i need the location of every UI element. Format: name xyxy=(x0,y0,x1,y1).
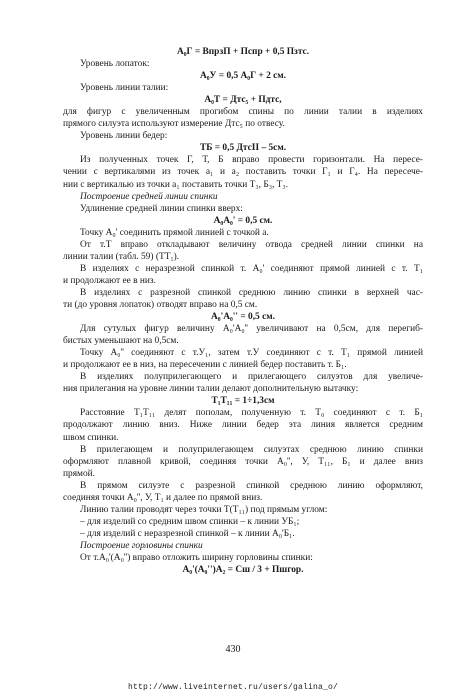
formula-line: А₀У = 0,5 А₀Г + 2 см. xyxy=(199,71,287,82)
text-line: Построение средней линии спинки xyxy=(80,191,218,202)
text-line: нии с вертикалью из точки а₁ поставить точки Т₃, Б₃, Т₃. xyxy=(63,179,288,190)
text-line: бистых уменьшают на 0,5см. xyxy=(63,336,179,347)
page-text xyxy=(63,46,423,576)
text-line: Линию талии проводят через точки Т(Т₁₁) под прямым углом: xyxy=(80,504,328,515)
text-line: В изделиях полуприлегающего и прилегающего силуэтов для увеличе- xyxy=(80,372,423,383)
text-line: прямого силуэта используют измерение Дтс₅ по отвесу. xyxy=(63,119,285,130)
text-line: В изделиях с разрезной спинкой среднюю линию спинки в верхней час- xyxy=(80,287,423,298)
formula-line: А₀Т = Дтс₅ + Пдтс, xyxy=(204,95,282,106)
text-line: Уровень лопаток: xyxy=(80,59,150,70)
text-line: и продолжают ее в низ, на пересечении с линией бедер поставить т. Б₁. xyxy=(63,360,347,371)
formula-line: А₀А₀' = 0,5 см. xyxy=(213,215,273,226)
text-line: Удлинение средней линии спинки вверх: xyxy=(80,203,243,214)
formula-line: А₀'А₀'' = 0,5 см. xyxy=(211,312,275,323)
text-line: Уровень линии талии: xyxy=(80,83,169,94)
text-line: В прямом силуэте с разрезной спинкой среднюю линию оформляют, xyxy=(80,480,423,491)
text-line: От т.А₀'(А₀'') вправо отложить ширину горловины спинки: xyxy=(80,552,313,563)
text-line: прямой. xyxy=(63,468,95,479)
formula-line: А₀Г = ВпрзП + Пспр + 0,5 Пзтс. xyxy=(176,47,310,57)
footer-url: http://www.liveinternet.ru/users/galina_o/ xyxy=(127,683,339,692)
formula-line: Т₁Т₁₁ = 1÷1,3см xyxy=(211,396,275,407)
text-line: Расстояние Т₁Т₁₁ делят пополам, полученную т. Т₀ соединяют с т. Б₁ xyxy=(80,408,423,419)
text-line: для фигур с увеличенным прогибом спины по линии талии в изделиях xyxy=(63,107,423,118)
text-line: – для изделий со средним швом спинки – к линии УБ₁; xyxy=(80,516,300,527)
text-line: соединяя точки А₀'', У, Т₁ и далее по прямой вниз. xyxy=(63,492,263,503)
text-line: Уровень линии бедер: xyxy=(80,131,168,142)
text-line: швом спинки. xyxy=(63,432,119,443)
formula-line: ТБ = 0,5 ДтсII – 5см. xyxy=(199,143,287,154)
formula-line: А₀'(А₀'')А₂ = Сш / 3 + Пшгор. xyxy=(182,565,304,576)
text-line: – для изделий с неразрезной спинкой – к линии А₀'Б₁. xyxy=(80,528,295,539)
text-line: Построение горловины спинки xyxy=(80,540,203,551)
text-line: Для сутулых фигур величину А₀'А₀'' увеличивают на 0,5см, для перегиб- xyxy=(80,324,423,335)
text-line: и продолжают ее в низ. xyxy=(63,275,156,286)
text-line: Точку А₀'' соединяют с т.У₁, затем т.У соединяют с т. Т₁ прямой линией xyxy=(80,348,423,359)
text-line: чении с вертикалями из точек а₁ и а₂ поставить точки Г₁ и Г₄. На пересече- xyxy=(63,167,423,178)
text-line: Из полученных точек Г, Т, Б вправо провести горизонтали. На пересе- xyxy=(80,155,423,166)
page-number: 430 xyxy=(225,644,241,655)
text-line: Точку А₀' соединить прямой линией с точкой а. xyxy=(80,227,269,238)
text-line: оформляют плавной кривой, соединяя точки А₀'', У, Т₁₁, Б₁ и далее вниз xyxy=(63,456,423,467)
text-line: ти (до уровня лопаток) отводят вправо на 0,5 см. xyxy=(63,299,258,310)
text-line: ния прилегания на уровне линии талии делают дополнительную вытачку: xyxy=(63,384,359,395)
text-line: От т.Т вправо откладывают величину отвода средней линии спинки на xyxy=(80,239,423,250)
text-line: продолжают линию вниз. Ниже линии бедер эта линия является средним xyxy=(63,420,423,431)
text-line: В изделиях с неразрезной спинкой т. А₀' соединяют прямой линией с т. Т₁ xyxy=(80,263,423,274)
text-line: В прилегающем и полуприлегающем силуэтах среднюю линию спинки xyxy=(80,444,423,455)
text-line: линии талии (табл. 59) (ТТ₁). xyxy=(63,251,180,262)
